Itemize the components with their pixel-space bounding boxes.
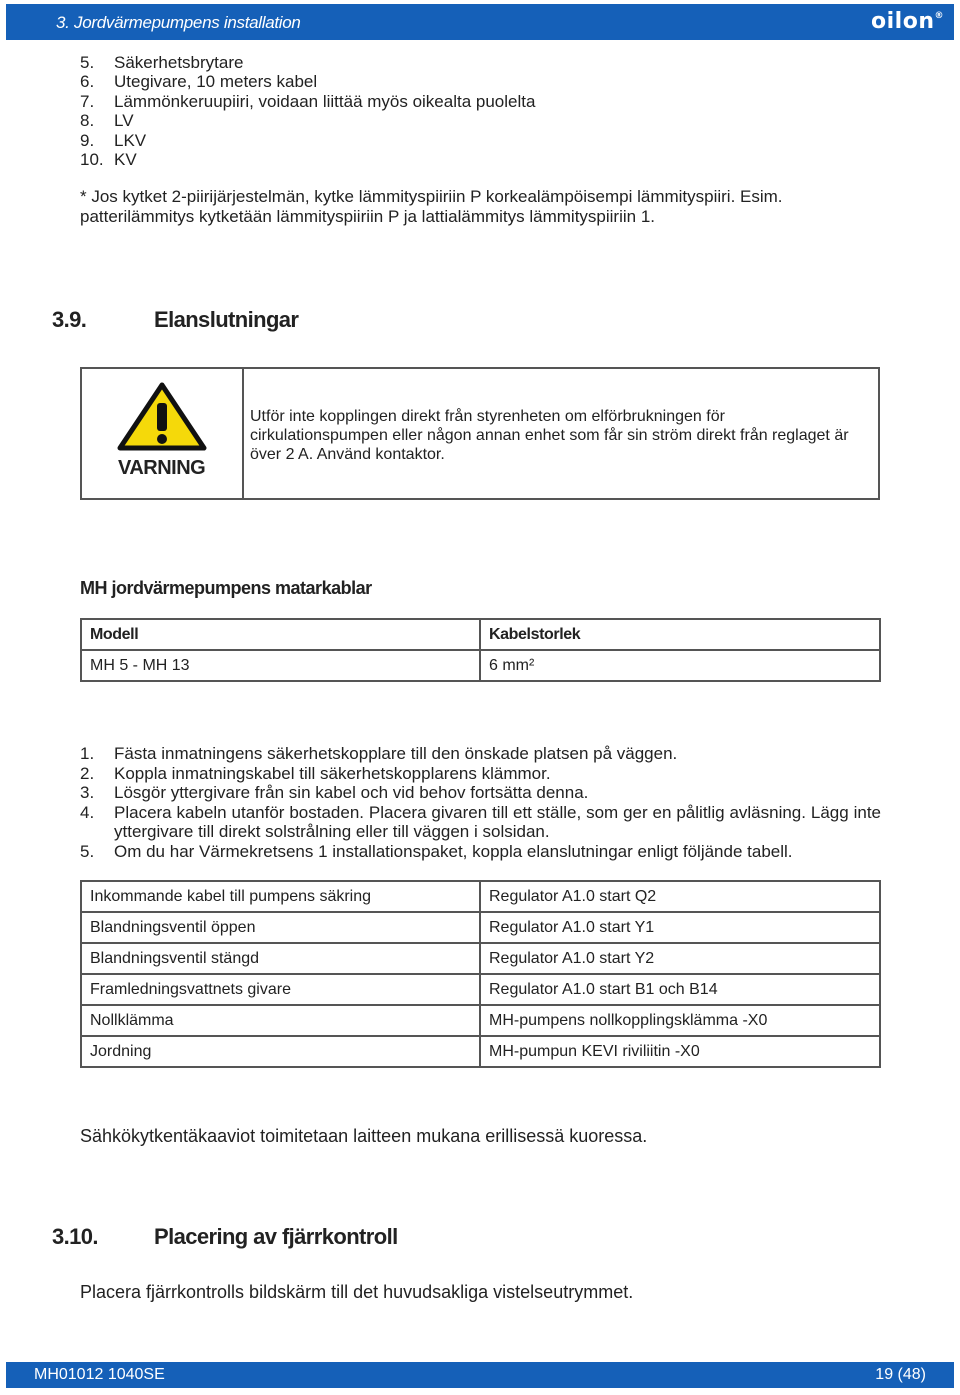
warning-divider xyxy=(242,369,244,498)
warning-box xyxy=(80,367,880,500)
table-cell: Inkommande kabel till pumpens säkring xyxy=(81,881,480,912)
cable-table-title: MH jordvärmepumpens matarkablar xyxy=(80,578,372,598)
table-row xyxy=(81,881,880,912)
wiring-note: Sähkökytkentäkaaviot toimitetaan laitteen mukana erillisessä kuoressa. xyxy=(80,1126,648,1146)
section-heading-fjarrkontroll: 3.10. Placering av fjärrkontroll xyxy=(52,1224,398,1249)
table-cell: Blandningsventil öppen xyxy=(81,912,480,943)
table-row xyxy=(81,1005,880,1036)
page-footer xyxy=(6,1362,954,1388)
section-heading-elanslutningar: 3.9. Elanslutningar xyxy=(52,307,299,332)
table-header-row xyxy=(81,619,880,650)
warning-triangle-icon xyxy=(117,381,207,451)
component-list xyxy=(80,53,535,169)
oilon-logo: oilon® xyxy=(871,9,944,34)
table-cell: 6 mm² xyxy=(480,650,880,681)
list-item: 2. Koppla inmatningskabel till säkerhetskopplarens klämmor. xyxy=(80,763,551,783)
connection-table xyxy=(80,880,881,1068)
page-header xyxy=(6,4,954,40)
list-item: 9. LKV xyxy=(80,130,147,150)
list-item: 1. Fästa inmatningens säkerhetskopplare till den önskade platsen på väggen. xyxy=(80,744,678,763)
table-row xyxy=(81,974,880,1005)
list-item: 5. Om du har Värmekretsens 1 installationspaket, koppla elanslutningar enligt följände tabell. xyxy=(80,841,793,861)
table-cell: Regulator A1.0 start Q2 xyxy=(480,881,880,912)
installation-steps xyxy=(80,744,881,862)
table-cell: MH-pumpun KEVI riviliitin -X0 xyxy=(480,1036,880,1067)
list-item: 7. Lämmönkeruupiiri, voidaan liittää myös oikealta puolelta xyxy=(80,91,536,111)
document-code: MH01012 1040SE xyxy=(34,1366,165,1383)
page-number: 19 (48) xyxy=(875,1366,926,1383)
table-cell: Nollklämma xyxy=(81,1005,480,1036)
footnote: * Jos kytket 2-piirijärjestelmän, kytke lämmityspiiriin P korkealämpöisempi lämmityspiiri. Esim. patterilämmitys kytketään lämmityspiiriin P ja lattialämmitys lämmityspiiriin 1. xyxy=(80,187,783,226)
warning-label: VARNING xyxy=(118,457,206,479)
list-item: 10. KV xyxy=(80,150,137,170)
list-item: 4. Placera kabeln utanför bostaden. Placera givaren till ett ställe, som ger en pålitlig avläsning. Lägg inte yttergivare till direkt solstrålning eller till väggen i solsidan. xyxy=(80,802,881,842)
table-cell: Blandningsventil stängd xyxy=(81,943,480,974)
table-cell: Regulator A1.0 start Y2 xyxy=(480,943,880,974)
warning-text: Utför inte kopplingen direkt från styrenheten om elförbrukningen för cirkulationspumpen eller någon annan enhet som får sin ström direkt från reglaget är över 2 A. Använd kontaktor. xyxy=(250,408,849,463)
table-header-cell: Kabelstorlek xyxy=(480,619,880,650)
table-row xyxy=(81,650,880,681)
table-cell: Regulator A1.0 start B1 och B14 xyxy=(480,974,880,1005)
list-item: 5. Säkerhetsbrytare xyxy=(80,53,244,72)
remote-placement-text: Placera fjärrkontrolls bildskärm till det huvudsakliga vistelseutrymmet. xyxy=(80,1282,634,1302)
list-item: 6. Utegivare, 10 meters kabel xyxy=(80,72,318,92)
table-row xyxy=(81,943,880,974)
table-cell: MH 5 - MH 13 xyxy=(81,650,480,681)
table-cell: Framledningsvattnets givare xyxy=(81,974,480,1005)
table-cell: Jordning xyxy=(81,1036,480,1067)
table-cell: Regulator A1.0 start Y1 xyxy=(480,912,880,943)
list-item: 8. LV xyxy=(80,111,134,131)
list-item: 3. Lösgör yttergivare från sin kabel och vid behov fortsätta denna. xyxy=(80,783,589,803)
table-cell: MH-pumpens nollkopplingsklämma -X0 xyxy=(480,1005,880,1036)
table-row xyxy=(81,912,880,943)
table-header-cell: Modell xyxy=(81,619,480,650)
table-row xyxy=(81,1036,880,1067)
cable-table xyxy=(80,618,881,682)
header-title: 3. Jordvärmepumpens installation xyxy=(56,13,301,32)
